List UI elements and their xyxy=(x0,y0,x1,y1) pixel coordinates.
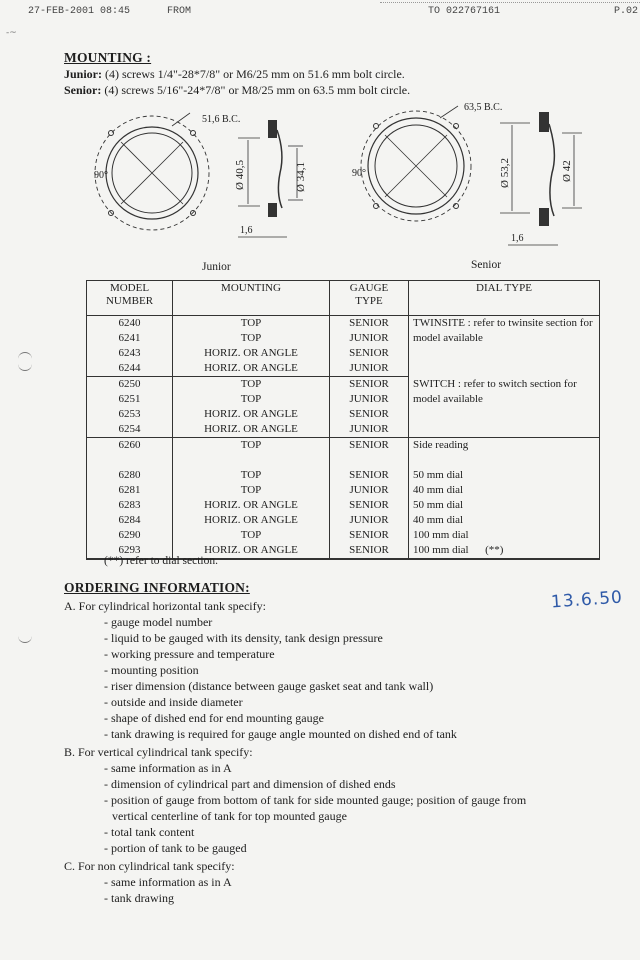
table-row: 6250 TOP SENIOR SWITCH : refer to switch section for model available xyxy=(87,377,600,393)
table-row xyxy=(87,453,600,468)
junior-angle-label: 90° xyxy=(94,170,108,181)
fax-date-time: 27-FEB-2001 08:45 xyxy=(28,6,131,17)
table-row: 6260 TOP SENIOR Side reading xyxy=(87,438,600,454)
handwritten-note: 13.6.50 xyxy=(550,587,624,613)
table-row: 6241 TOP JUNIOR xyxy=(87,331,600,346)
list-item: - total tank content xyxy=(104,825,195,839)
list-item: - liquid to be gauged with its density, tank design pressure xyxy=(104,631,383,645)
dial-note-twinsite: TWINSITE : refer to twinsite section for model available xyxy=(409,316,600,377)
header-model-number: MODEL NUMBER xyxy=(87,281,173,316)
fax-from: FROM xyxy=(167,6,192,17)
margin-mark: -~ xyxy=(6,28,17,38)
table-row: 6293 HORIZ. OR ANGLE SENIOR 100 mm dial (**) xyxy=(87,543,600,559)
junior-flange-drawing xyxy=(95,113,209,230)
list-item: vertical centerline of tank for top mounted gauge xyxy=(112,809,347,823)
punch-hole-mark xyxy=(18,360,32,371)
list-item: - riser dimension (distance between gauge gasket seat and tank wall) xyxy=(104,679,434,693)
list-item: - tank drawing is required for gauge angle mounted on dished end of tank xyxy=(104,727,457,741)
junior-caption: Junior xyxy=(202,261,231,273)
junior-mounting-text: (4) screws 1/4"-28*7/8" or M6/25 mm on 51.6 mm bolt circle. xyxy=(102,67,405,81)
table-row: 6253 HORIZ. OR ANGLE SENIOR xyxy=(87,407,600,422)
table-row: 6281 TOP JUNIOR 40 mm dial xyxy=(87,483,600,498)
header-mounting: MOUNTING xyxy=(173,281,330,316)
list-item: - dimension of cylindrical part and dimension of dished ends xyxy=(104,777,396,791)
list-item: - shape of dished end for end mounting gauge xyxy=(104,711,324,725)
list-item: - outside and inside diameter xyxy=(104,695,243,709)
flange-diagrams-svg xyxy=(90,98,630,278)
list-item: - tank drawing xyxy=(104,891,174,905)
list-item: - mounting position xyxy=(104,663,199,677)
fax-page-number: P.02 xyxy=(614,6,639,17)
junior-cross-section xyxy=(238,120,303,237)
ordering-section-a-heading: A. For cylindrical horizontal tank specify: xyxy=(64,599,266,613)
senior-bolt-circle-label: 63,5 B.C. xyxy=(464,102,503,113)
model-table xyxy=(86,280,600,560)
junior-bolt-circle-label: 51,6 B.C. xyxy=(202,114,241,125)
senior-angle-label: 90° xyxy=(352,168,366,179)
table-row: 6244 HORIZ. OR ANGLE JUNIOR xyxy=(87,361,600,377)
fax-top-border xyxy=(380,2,640,3)
fax-to-number: TO 022767161 xyxy=(428,6,501,17)
list-item: - position of gauge from bottom of tank for side mounted gauge; position of gauge from xyxy=(104,793,527,807)
punch-hole-mark xyxy=(18,632,32,643)
ordering-title: ORDERING INFORMATION: xyxy=(64,580,250,595)
list-item: - same information as in A xyxy=(104,875,232,889)
header-dial-type: DIAL TYPE xyxy=(409,281,600,316)
junior-thickness-label: 1,6 xyxy=(240,225,253,236)
senior-caption: Senior xyxy=(471,259,502,271)
senior-flange-drawing xyxy=(361,106,471,221)
senior-mounting-text: (4) screws 5/16"-24*7/8" or M8/25 mm on 63.5 mm bolt circle. xyxy=(101,83,411,97)
senior-outer-diameter: Ø 53,2 xyxy=(499,158,511,188)
fax-header xyxy=(0,6,640,22)
flange-diagrams xyxy=(90,98,630,278)
table-row: 6251 TOP JUNIOR xyxy=(87,392,600,407)
ordering-section-b-heading: B. For vertical cylindrical tank specify: xyxy=(64,745,253,759)
senior-inner-diameter: Ø 42 xyxy=(561,160,573,182)
senior-label: Senior: xyxy=(64,83,102,97)
table-header-row xyxy=(87,281,600,316)
dial-note-switch: SWITCH : refer to switch section for model available xyxy=(409,377,600,438)
table-row: 6284 HORIZ. OR ANGLE JUNIOR 40 mm dial xyxy=(87,513,600,528)
senior-mounting-line xyxy=(64,83,410,98)
list-item: - same information as in A xyxy=(104,761,232,775)
table-footnote: (**) refer to dial section. xyxy=(104,555,218,567)
mounting-title: MOUNTING : xyxy=(64,50,152,65)
table-row: 6243 HORIZ. OR ANGLE SENIOR xyxy=(87,346,600,361)
list-item: - gauge model number xyxy=(104,615,213,629)
list-item: - portion of tank to be gauged xyxy=(104,841,247,855)
senior-thickness-label: 1,6 xyxy=(511,233,524,244)
table-row: 6283 HORIZ. OR ANGLE SENIOR 50 mm dial xyxy=(87,498,600,513)
table-row: 6240 TOP SENIOR TWINSITE : refer to twinsite section for model available xyxy=(87,316,600,332)
junior-inner-diameter: Ø 34,1 xyxy=(295,162,307,192)
table-row: 6280 TOP SENIOR 50 mm dial xyxy=(87,468,600,483)
ordering-information xyxy=(64,580,526,906)
table-row: 6254 HORIZ. OR ANGLE JUNIOR xyxy=(87,422,600,438)
junior-outer-diameter: Ø 40,5 xyxy=(234,160,246,190)
ordering-section-c-heading: C. For non cylindrical tank specify: xyxy=(64,859,235,873)
list-item: - working pressure and temperature xyxy=(104,647,275,661)
junior-label: Junior: xyxy=(64,67,103,81)
header-gauge-type: GAUGE TYPE xyxy=(330,281,409,316)
junior-mounting-line xyxy=(64,67,405,82)
table-row: 6290 TOP SENIOR 100 mm dial xyxy=(87,528,600,543)
